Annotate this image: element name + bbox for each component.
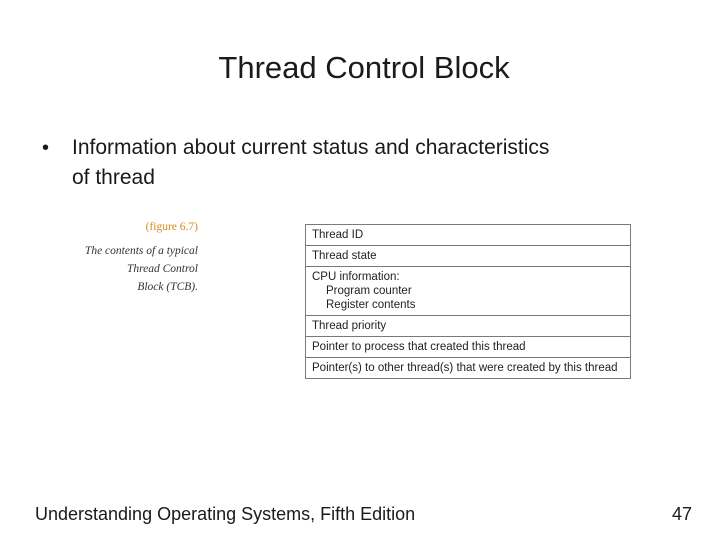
figure-label: (figure 6.7) bbox=[145, 221, 198, 233]
slide-title: Thread Control Block bbox=[218, 50, 510, 85]
bullet-text-line-2: of thread bbox=[72, 166, 155, 189]
table-row bbox=[306, 316, 631, 337]
tcb-field-child-thread-pointers: Pointer(s) to other thread(s) that were created by this thread bbox=[306, 358, 631, 379]
tcb-table bbox=[305, 224, 631, 379]
bullet-list bbox=[38, 133, 688, 193]
table-row bbox=[306, 337, 631, 358]
bullet-item bbox=[38, 133, 688, 193]
tcb-subfield-program-counter: Program counter bbox=[326, 285, 412, 297]
caption-line-2: Thread Control bbox=[126, 263, 198, 275]
tcb-field-thread-priority: Thread priority bbox=[306, 316, 631, 337]
footer-book-title: Understanding Operating Systems, Fifth Edition bbox=[35, 504, 416, 524]
tcb-field-parent-process-pointer: Pointer to process that created this thread bbox=[306, 337, 631, 358]
tcb-field-cpu-label: CPU information: bbox=[312, 271, 400, 283]
tcb-field-cpu-information bbox=[306, 267, 631, 316]
table-row bbox=[306, 267, 631, 316]
figure-caption bbox=[60, 218, 198, 296]
table-row bbox=[306, 225, 631, 246]
bullet-text-line-1: Information about current status and characteristics bbox=[72, 136, 550, 159]
caption-line-3: Block (TCB). bbox=[137, 281, 198, 293]
tcb-field-thread-state: Thread state bbox=[306, 246, 631, 267]
table-row bbox=[306, 246, 631, 267]
footer-page-number: 47 bbox=[671, 504, 692, 524]
tcb-subfield-register-contents: Register contents bbox=[326, 299, 416, 311]
bullet-marker: • bbox=[42, 137, 50, 159]
table-row bbox=[306, 358, 631, 379]
caption-line-1: The contents of a typical bbox=[84, 245, 198, 257]
tcb-field-thread-id: Thread ID bbox=[306, 225, 631, 246]
